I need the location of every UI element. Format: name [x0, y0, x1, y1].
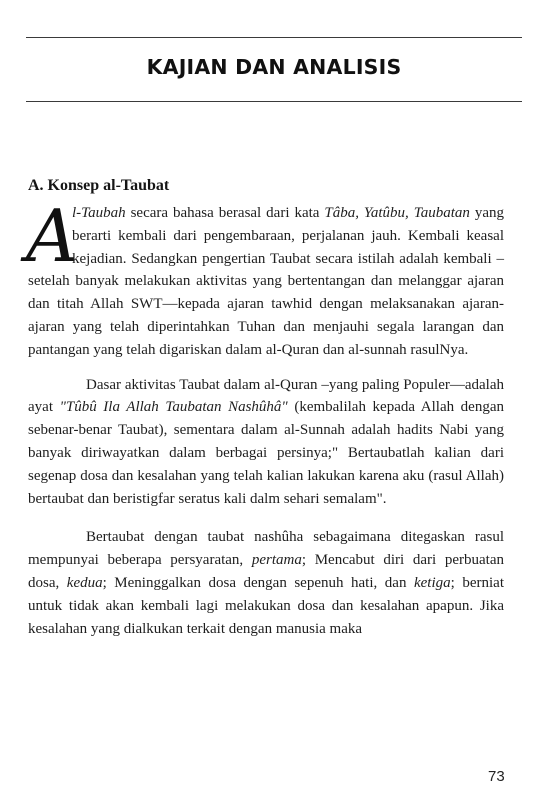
body-text: [26, 194, 504, 640]
text-span: "Tûbû Ila Allah Taubatan Nashûhâ": [59, 399, 288, 416]
text-span: secara bahasa berasal dari kata: [125, 205, 325, 221]
paragraph-1: [26, 194, 504, 362]
text-span: ; Mencabut diri dari perbuatan dosa,: [28, 552, 504, 591]
chapter-title: KAJIAN DAN ANALISIS: [146, 55, 402, 79]
text-span: ; Meninggalkan dosa dengan sepenuh hati, dan: [102, 574, 414, 591]
text-span: Bertaubat dengan taubat nashûha sebagaimana ditegaskan rasul mempunyai beberapa persyaratan,: [28, 529, 504, 569]
paragraph-3: [28, 526, 504, 640]
text-span: ; berniat untuk tidak akan kembali lagi melakukan dosa dan kesalahan apapun. Jika kesalahan yang dialkukan terkait dengan manusia maka: [28, 574, 504, 637]
text-span: (kembalilah kepada Allah dengan sebenar-benar Taubat), sementara dalam al-Sunnah adalah hadits Nabi yang banyak diriwayatkan dalam berbagai persinya;" Bertaubatlah kalian dari segenap dosa dan kesalahan yang telah kalian lakukan karena aku (rasul Allah) bertaubat dan beristigfar seratus kali dalm sehari semalam".: [28, 399, 504, 507]
section-heading: A. Konsep al-Taubat: [28, 177, 170, 194]
text-span: l-Taubah: [72, 205, 126, 221]
page-number: 73: [488, 768, 505, 785]
text-span: ketiga: [413, 574, 451, 591]
text-span: Tâba, Yatûbu, Taubatan: [324, 205, 470, 221]
text-span: kedua: [66, 574, 103, 591]
top-rule: [26, 37, 522, 38]
text-span: yang berarti kembali dari pengembaraan, perjalanan jauh. Kembali keasal kejadian. Sedangkan pengertian Taubat secara istilah adalah kembali –setelah banyak melakukan aktivitas yang bertentangan dan melanggar ajaran dan titah Allah SWT—kepada ajaran tawhid dengan melaksanakan ajaran-ajaran yang telah diperintahkan Tuhan dan menjauhi segala larangan dan pantangan yang telah digariskan dalam al-Quran dan al-sunnah rasulNya.: [28, 205, 504, 358]
drop-cap: A: [26, 194, 78, 278]
text-span: pertama: [251, 552, 302, 569]
text-span: Dasar aktivitas Taubat dalam al-Quran –yang paling Populer—adalah ayat: [28, 376, 504, 416]
bottom-rule: [26, 101, 522, 102]
paragraph-2: [28, 374, 504, 511]
